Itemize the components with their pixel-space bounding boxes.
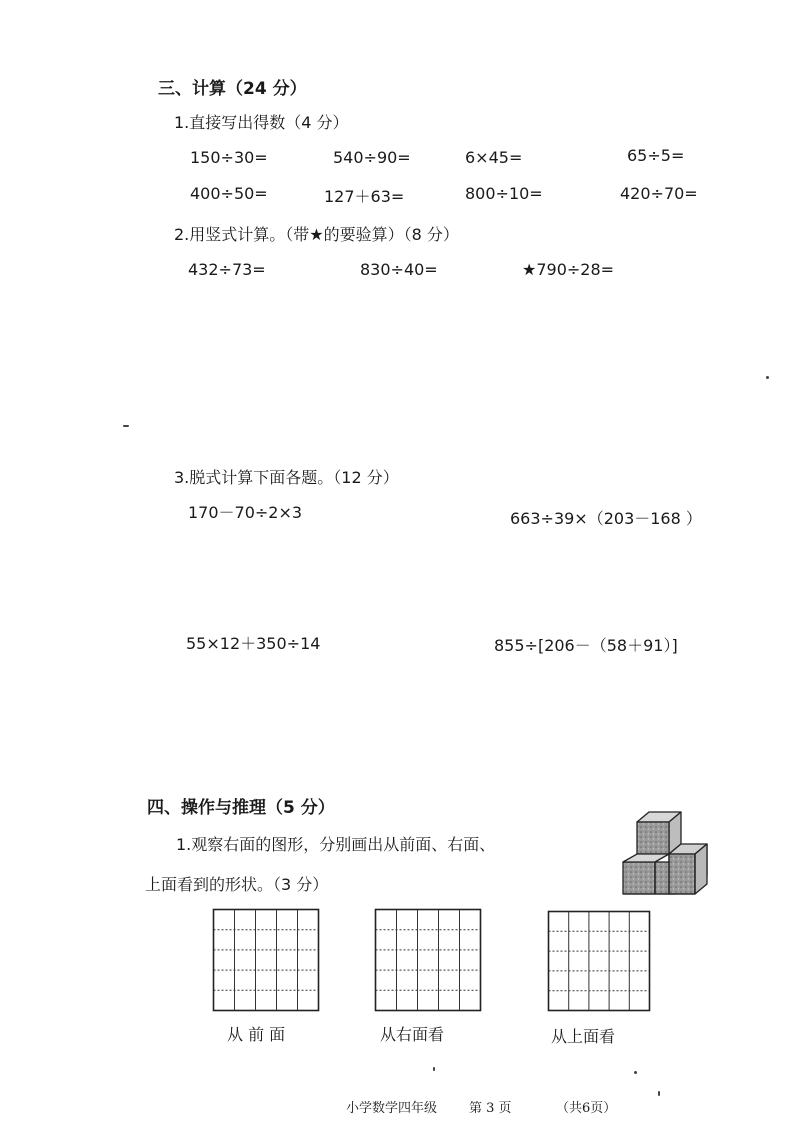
section-3-title: 三、计算（24 分） (158, 79, 307, 99)
scan-speck (658, 1091, 660, 1096)
front-view-label: 从 前 面 (227, 1025, 286, 1044)
q3-item: 663÷39×（203－168 ） (510, 509, 702, 528)
q1-item: 127＋63= (324, 187, 405, 206)
front-view-grid[interactable] (212, 908, 320, 1012)
right-view-grid[interactable] (374, 908, 482, 1012)
section-4-title: 四、操作与推理（5 分） (147, 798, 335, 818)
footer-subject: 小学数学四年级 (346, 1101, 438, 1116)
q4-1-text-line1: 1.观察右面的图形，分别画出从前面、右面、 (176, 835, 496, 854)
grid-border (376, 910, 481, 1011)
q3-item: 855÷[206－（58＋91）] (494, 636, 678, 655)
q1-title: 1.直接写出得数（4 分） (174, 113, 349, 132)
scan-speck (766, 376, 769, 379)
q1-item: 6×45= (465, 148, 523, 167)
q2-item: 830÷40= (360, 260, 438, 279)
footer-page: 第 3 页 (469, 1101, 512, 1116)
scan-speck (433, 1067, 435, 1071)
grid-border (214, 910, 319, 1011)
q3-title: 3.脱式计算下面各题。（12 分） (174, 468, 399, 487)
q2-title: 2.用竖式计算。（带★的要验算）（8 分） (174, 225, 459, 244)
q1-item: 800÷10= (465, 184, 543, 203)
q1-item: 420÷70= (620, 184, 698, 203)
q1-item: 65÷5= (627, 146, 685, 165)
q1-item: 400÷50= (190, 184, 268, 203)
q3-item: 170－70÷2×3 (188, 503, 303, 522)
grid-border (549, 912, 650, 1011)
q2-item: ★790÷28= (522, 260, 615, 279)
top-view-grid[interactable] (547, 910, 651, 1012)
q4-1-text-line2: 上面看到的形状。（3 分） (145, 875, 329, 894)
scan-speck (634, 1071, 637, 1074)
scan-speck (123, 425, 129, 427)
footer-total: （共6页） (556, 1101, 617, 1116)
q1-item: 150÷30= (190, 148, 268, 167)
q2-item: 432÷73= (188, 260, 266, 279)
q3-item: 55×12＋350÷14 (186, 634, 321, 653)
right-view-label: 从右面看 (380, 1025, 445, 1044)
q1-item: 540÷90= (333, 148, 411, 167)
cube-figure (615, 806, 715, 902)
top-view-label: 从上面看 (551, 1027, 616, 1046)
